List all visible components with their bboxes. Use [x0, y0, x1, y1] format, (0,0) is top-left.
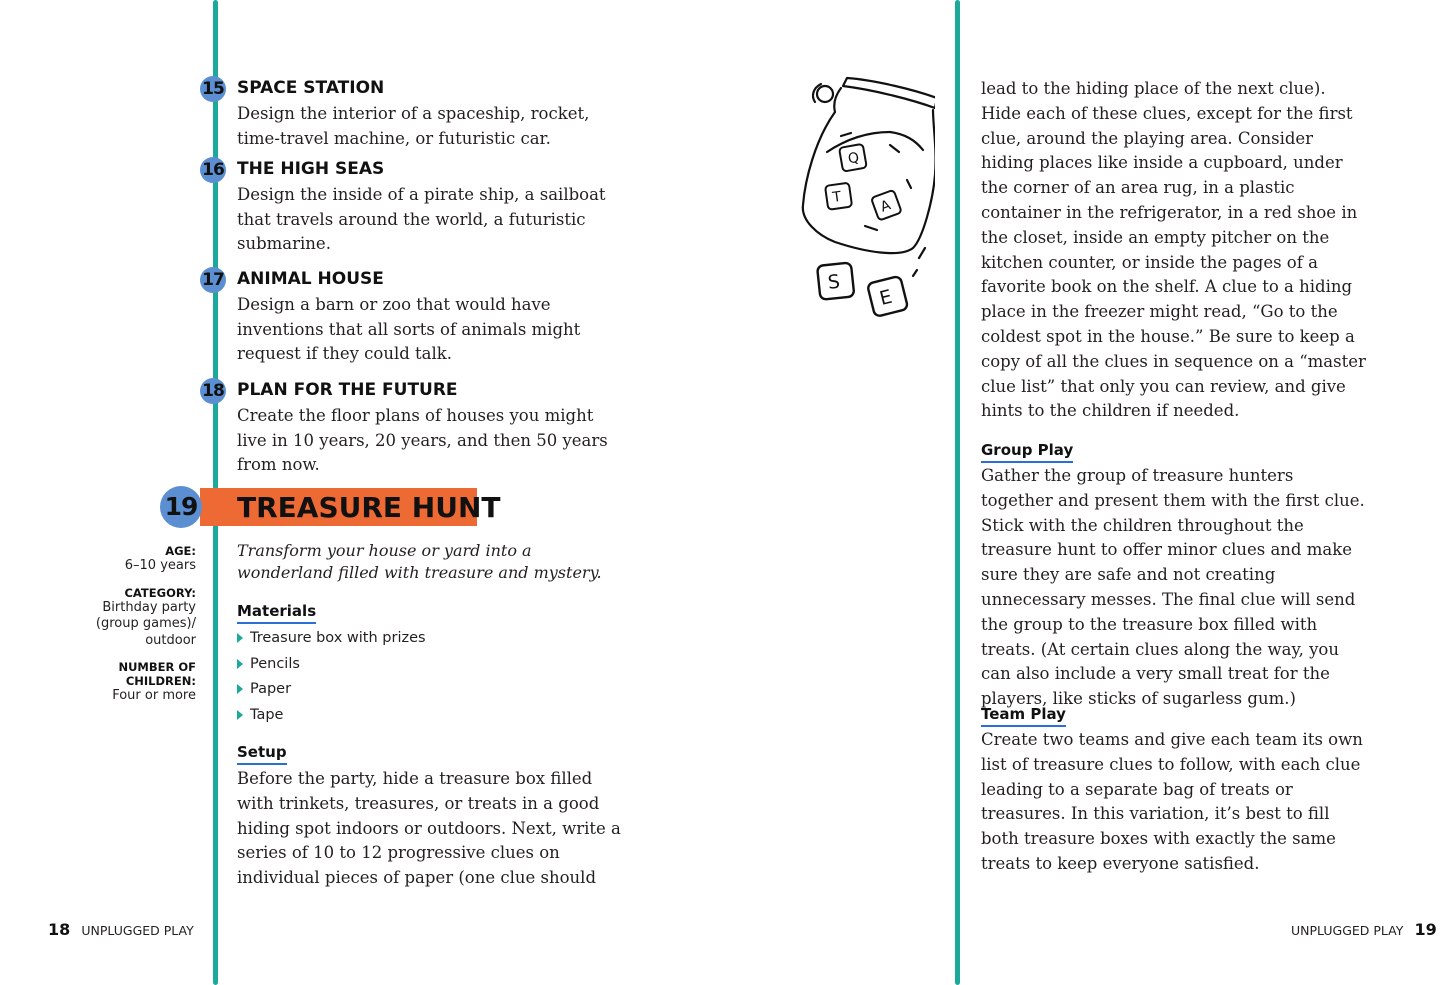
activity-number-badge-large: 19 [160, 486, 202, 528]
svg-text:E: E [877, 285, 895, 310]
group-play-text: Gather the group of treasure hunters together and present them with the first clue. Stick with the children throughout the treasure hunt to offer minor clues and make sure they are safe and not creating unnecessary messes. The final clue will send the group to the treasure box filled with treats. (At certain clues along the way, you can also include a very small treat for the players, like sticks of sugarless gum.) [981, 466, 1365, 709]
list-item [237, 627, 426, 653]
activity-title: THE HIGH SEAS [237, 159, 385, 179]
materials-heading: Materials [237, 602, 316, 624]
children-value: Four or more [112, 688, 196, 703]
activity-title: PLAN FOR THE FUTURE [237, 380, 458, 400]
letter-tile-t [825, 183, 852, 210]
svg-text:Q: Q [846, 149, 861, 168]
activity-17 [200, 267, 630, 367]
svg-text:A: A [878, 197, 893, 216]
letter-tile-e [867, 276, 908, 317]
activity-title: SPACE STATION [237, 78, 385, 98]
main-activity-title: TREASURE HUNT [237, 491, 501, 524]
bullet-triangle-icon [237, 633, 243, 643]
children-label: NUMBER OF CHILDREN: [118, 660, 196, 688]
setup-heading: Setup [237, 743, 287, 765]
letter-tile-q [839, 144, 867, 172]
page-number: 18 [48, 920, 71, 939]
material-item: Pencils [250, 655, 300, 672]
list-item [237, 653, 426, 679]
letter-tile-a [871, 190, 902, 221]
activity-description: Create the floor plans of houses you might live in 10 years, 20 years, and then 50 years from now. [237, 406, 608, 475]
activity-number-badge: 16 [200, 157, 226, 183]
list-item [237, 678, 426, 704]
activity-number-badge: 17 [200, 267, 226, 293]
team-play-text: Create two teams and give each team its own list of treasure clues to follow, with each clue leading to a separate bag of treats or treasures. In this variation, it’s best to fill both treasure boxes with exactly the same treats to keep everyone satisfied. [981, 730, 1363, 873]
activity-16 [200, 157, 630, 257]
material-item: Tape [250, 707, 284, 724]
setup-text: Before the party, hide a treasure box filled with trinkets, treasures, or treats in a good hiding spot indoors or outdoors. Next, write a series of 10 to 12 progressive clues on individual pieces of paper (one clue should [237, 769, 621, 888]
letter-tile-s [817, 262, 854, 299]
age-label: AGE: [165, 544, 196, 558]
material-item: Paper [250, 681, 292, 698]
setup-continued-text: lead to the hiding place of the next clue). Hide each of these clues, except for the first clue, around the playing area. Consider hiding places like inside a cupboard, under the corner of an area rug, in a plastic container in the refrigerator, in a red shoe in the closet, inside an empty pitcher on the kitchen counter, or inside the pages of a favorite book on the shelf. A clue to a hiding place in the freezer might read, “Go to the coldest spot in the house.” Be sure to keep a copy of all the clues in sequence on a “master clue list” that only you can review, and give hints to the children if needed. [981, 79, 1366, 421]
section-name: UNPLUGGED PLAY [1291, 923, 1404, 938]
svg-text:S: S [826, 270, 841, 294]
activity-number-badge: 18 [200, 378, 226, 404]
activity-description: Design the inside of a pirate ship, a sailboat that travels around the world, a futuristic submarine. [237, 185, 606, 254]
bullet-triangle-icon [237, 684, 243, 694]
right-page-footer [1291, 920, 1437, 939]
group-play-heading: Group Play [981, 441, 1073, 463]
bullet-triangle-icon [237, 710, 243, 720]
activity-info-sidebar [76, 544, 196, 705]
activity-description: Design the interior of a spaceship, rocket, time-travel machine, or futuristic car. [237, 104, 590, 148]
material-item: Treasure box with prizes [250, 630, 426, 646]
activity-15 [200, 76, 630, 156]
jar-illustration [795, 70, 935, 330]
category-value: Birthday party (group games)/ outdoor [95, 599, 196, 648]
section-name: UNPLUGGED PLAY [81, 923, 194, 938]
svg-text:T: T [831, 188, 843, 206]
activity-description: Design a barn or zoo that would have inventions that all sorts of animals might request if they could talk. [237, 295, 581, 364]
materials-list [237, 627, 426, 730]
age-value: 6–10 years [124, 558, 196, 573]
team-play-heading: Team Play [981, 705, 1066, 727]
left-page-footer [48, 920, 194, 939]
page-number: 19 [1414, 920, 1437, 939]
right-page-margin-line [955, 0, 960, 985]
main-activity-intro: Transform your house or yard into a wonderland filled with treasure and mystery. [237, 541, 602, 582]
activity-18 [200, 378, 630, 475]
list-item [237, 704, 426, 730]
activity-title: ANIMAL HOUSE [237, 269, 384, 289]
activity-number-badge: 15 [200, 76, 226, 102]
bullet-triangle-icon [237, 659, 243, 669]
category-label: CATEGORY: [124, 585, 196, 600]
